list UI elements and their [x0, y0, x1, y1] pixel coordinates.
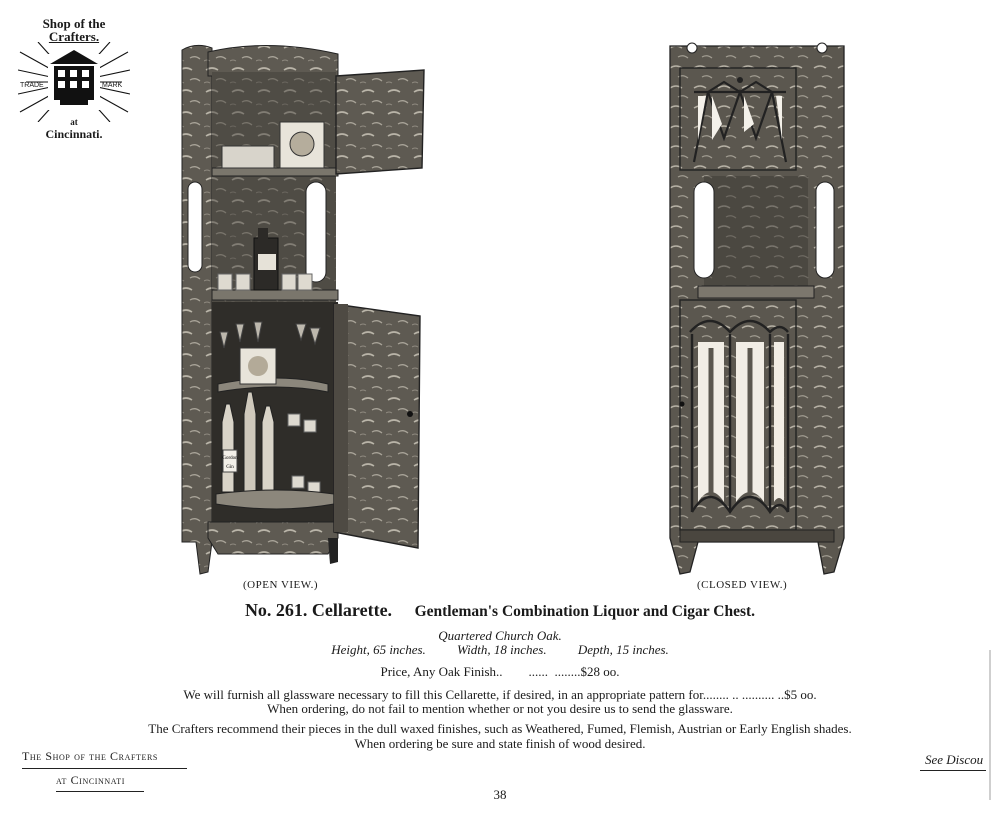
product-title — [0, 600, 1000, 621]
logo-bottom-line-2: Cincinnati. — [45, 127, 103, 141]
product-number: No. 261. Cellarette. — [244, 600, 393, 620]
logo-mark-label: MARK — [102, 82, 123, 89]
finishes-note-2: When ordering be sure and state finish of wood desired. — [354, 736, 646, 751]
glassware-note-2: When ordering, do not fail to mention whether or not you desire us to send the glassware. — [267, 701, 733, 716]
dimension-depth: Depth, 15 inches. — [577, 642, 669, 657]
product-price: Price, Any Oak Finish.. ...... ........$28 oo. — [380, 664, 620, 679]
finishes-note-1: The Crafters recommend their pieces in the dull waxed finishes, such as Weathered, Fumed, Flemish, Austrian or Early English shades. — [148, 721, 852, 736]
see-link-underline — [920, 770, 986, 771]
footer-shop-name: The Shop of the Crafters — [22, 749, 158, 763]
bottle-label-text-1: Gordon — [222, 456, 238, 461]
footer-rule — [22, 768, 187, 769]
dimension-width: Width, 18 inches. — [457, 642, 547, 657]
logo-bottom-text — [18, 117, 130, 141]
product-material: Quartered Church Oak. — [438, 628, 562, 643]
logo-top-line-2: Crafters. — [48, 29, 100, 44]
cellarette-closed-view-image — [668, 42, 846, 578]
logo-bottom-line-1: at — [70, 117, 78, 127]
product-description: Gentleman's Combination Liquor and Cigar Chest. — [414, 603, 756, 620]
footer-location: at Cincinnati — [56, 773, 126, 787]
logo-top-line-1: Shop of the — [42, 16, 106, 31]
logo-trade-label: TRADE — [20, 82, 44, 89]
bottle-label-text-2: Gin — [226, 465, 234, 470]
logo-top-text — [18, 17, 130, 43]
page-number: 38 — [493, 787, 507, 802]
page-edge-mark — [989, 650, 991, 800]
dimension-height: Height, 65 inches. — [331, 642, 426, 657]
cellarette-open-view-image — [178, 42, 426, 580]
glassware-note-1: We will furnish all glassware necessary to fill this Cellarette, if desired, in an appropriate pattern for........ .. .......... ..$5 oo. — [183, 687, 817, 702]
open-view-caption: (OPEN VIEW.) — [243, 579, 319, 591]
see-discount-link[interactable]: See Discou — [925, 752, 984, 767]
closed-view-caption: (CLOSED VIEW.) — [697, 579, 788, 591]
product-dimensions — [0, 642, 1000, 658]
trade-mark-logo — [18, 12, 130, 141]
